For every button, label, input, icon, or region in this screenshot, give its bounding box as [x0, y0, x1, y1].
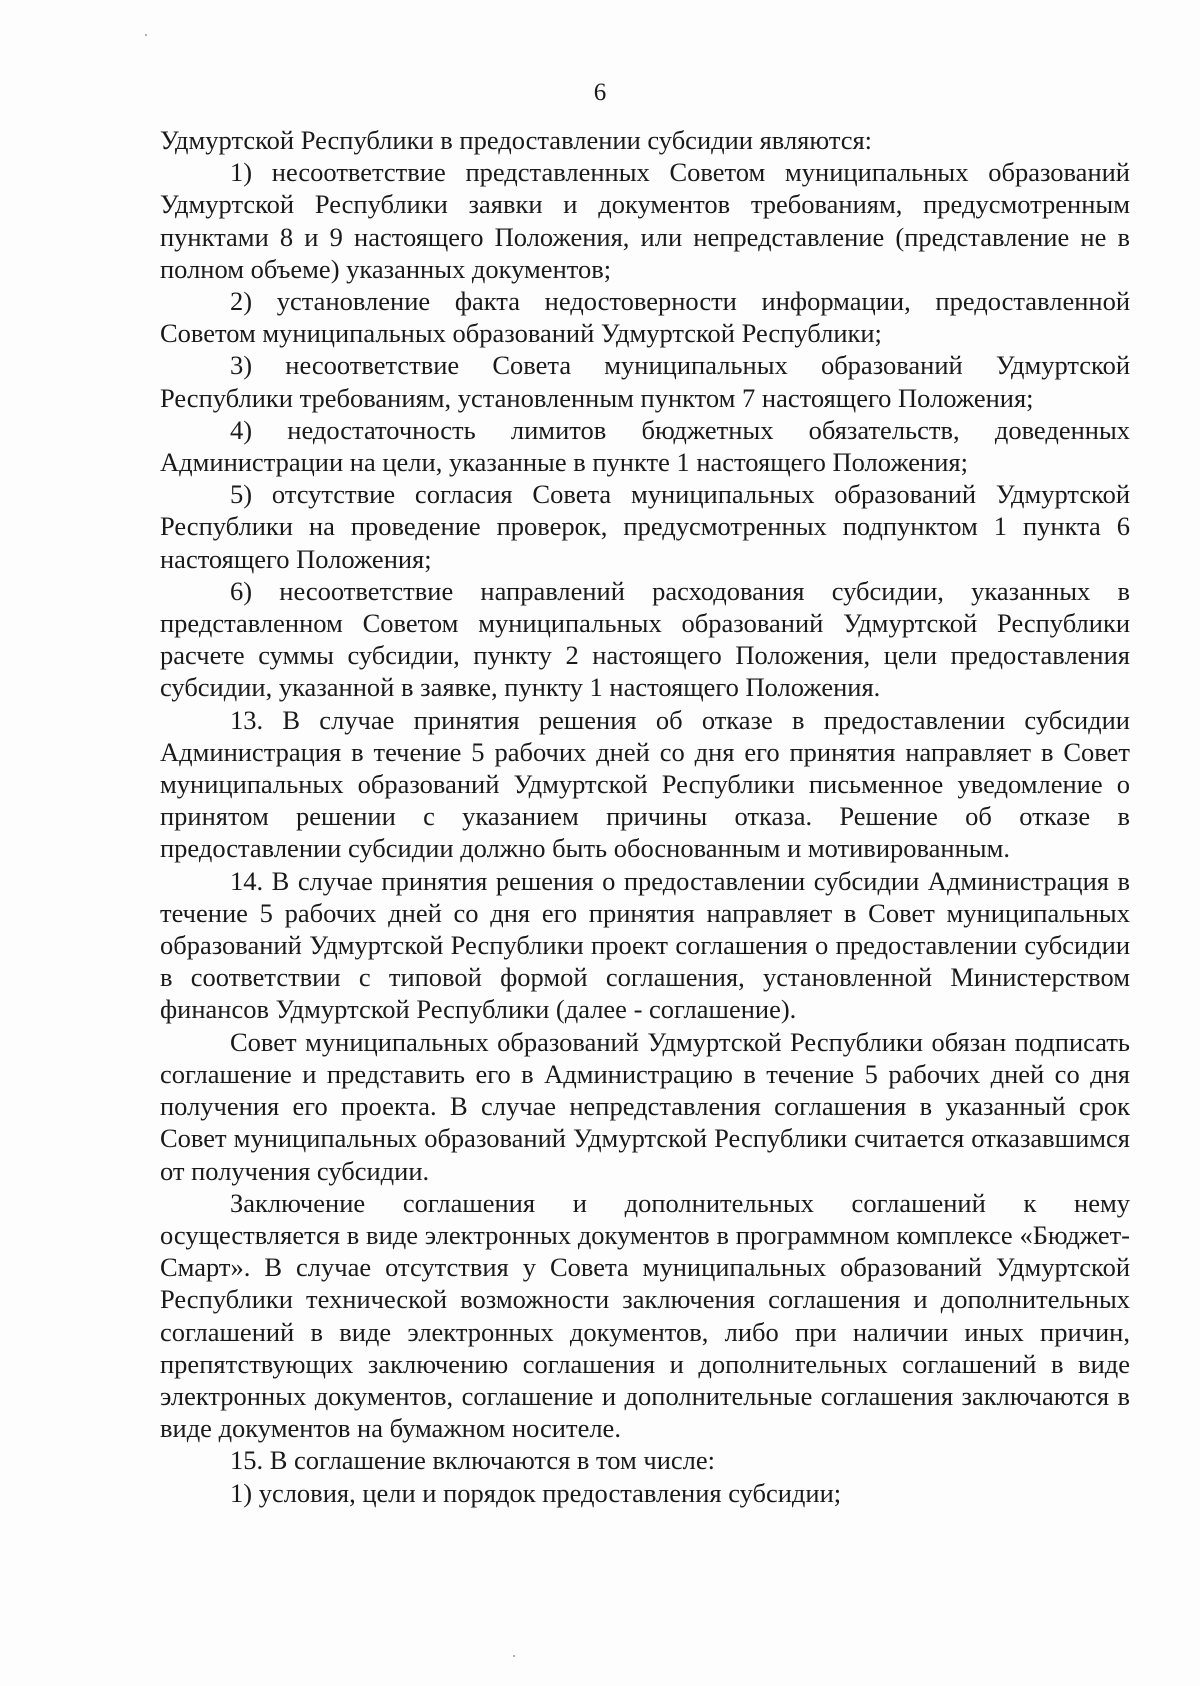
scan-speck	[145, 34, 147, 36]
paragraph: 5) отсутствие согласия Совета муниципальных образований Удмуртской Республики на проведение проверок, предусмотренных подпунктом 1 пункта 6 настоящего Положения;	[160, 479, 1130, 574]
page-number: 6	[593, 79, 607, 106]
paragraph: 1) условия, цели и порядок предоставления субсидии;	[230, 1477, 842, 1508]
scan-speck	[513, 1655, 515, 1657]
paragraph: 4) недостаточность лимитов бюджетных обязательств, доведенных Администрации на цели, указанные в пункте 1 настоящего Положения;	[160, 414, 1130, 478]
paragraph: 13. В случае принятия решения об отказе в предоставлении субсидии Администрация в течение 5 рабочих дней со дня его принятия направляет в Совет муниципальных образований Удмуртской Республики письменное уведомление о принятом решении с указанием причины отказа. Решение об отказе в предоставлении субсидии должно быть обоснованным и мотивированным.	[160, 704, 1130, 864]
paragraph: 15. В соглашение включаются в том числе:	[230, 1445, 716, 1476]
paragraph: 3) несоответствие Совета муниципальных образований Удмуртской Республики требованиям, установленным пунктом 7 настоящего Положения;	[160, 350, 1130, 413]
paragraph: 2) установление факта недостоверности информации, предоставленной Советом муниципальных образований Удмуртской Республики;	[160, 286, 1130, 349]
paragraph: Заключение соглашения и дополнительных соглашений к нему осуществляется в виде электронных документов в программном комплексе «Бюджет-Смарт». В случае отсутствия у Совета муниципальных образований Удмуртской Республики технической возможности заключения соглашения и дополнительных соглашений в виде электронных документов, либо при наличии иных причин, препятствующих заключению соглашения и дополнительных соглашений в виде электронных документов, соглашение и дополнительные соглашения заключаются в виде документов на бумажном носителе.	[160, 1187, 1130, 1444]
document-body	[160, 124, 1130, 1509]
paragraph: Удмуртской Республики в предоставлении субсидии являются:	[160, 125, 873, 155]
paragraph: 1) несоответствие представленных Советом муниципальных образований Удмуртской Республики заявки и документов требованиям, предусмотренным пунктами 8 и 9 настоящего Положения, или непредставление (представление не в полном объеме) указанных документов;	[160, 157, 1130, 284]
paragraph: 14. В случае принятия решения о предоставлении субсидии Администрация в течение 5 рабочих дней со дня его принятия направляет в Совет муниципальных образований Удмуртской Республики проект соглашения о предоставлении субсидии в соответствии с типовой формой соглашения, установленной Министерством финансов Удмуртской Республики (далее - соглашение).	[160, 865, 1130, 1025]
paragraph: 6) несоответствие направлений расходования субсидии, указанных в представленном Советом муниципальных образований Удмуртской Республики расчете суммы субсидии, пункту 2 настоящего Положения, цели предоставления субсидии, указанной в заявке, пункту 1 настоящего Положения.	[160, 575, 1130, 703]
paragraph: Совет муниципальных образований Удмуртской Республики обязан подписать соглашение и представить его в Администрацию в течение 5 рабочих дней со дня получения его проекта. В случае непредставления соглашения в указанный срок Совет муниципальных образований Удмуртской Республики считается отказавшимся от получения субсидии.	[160, 1026, 1130, 1186]
